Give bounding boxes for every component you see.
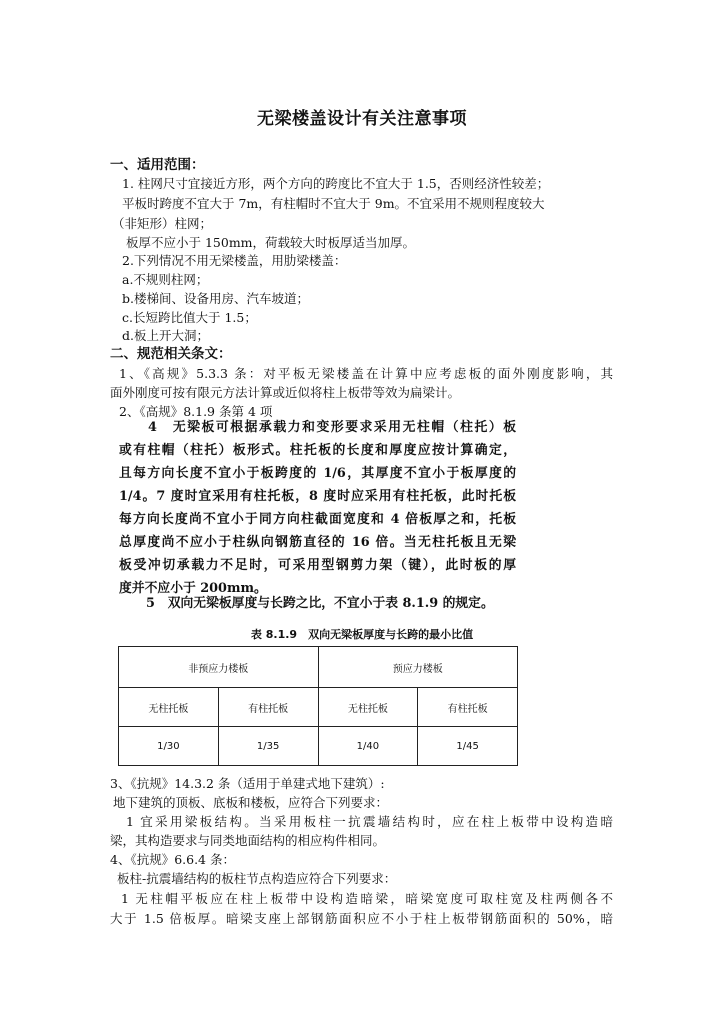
s1-list-item-c: c.长短跨比值大于 1.5； xyxy=(122,310,257,325)
clause4-line1: 4 无梁板可根据承载力和变形要求采用无柱帽（柱托）板 xyxy=(148,420,516,435)
table-caption: 表 8.1.9 双向无梁板厚度与长跨的最小比值 xyxy=(250,628,474,641)
s1-list-item-a: a.不规则柱网； xyxy=(122,272,209,287)
section1-heading: 一、适用范围： xyxy=(110,157,205,173)
s1-item1-line2: 平板时跨度不宜大于 7m，有柱帽时不宜大于 9m。不宜采用不规则程度较大 xyxy=(122,196,545,211)
table-header-cell: 有柱托板 xyxy=(418,688,518,727)
clause4-line2: 或有柱帽（柱托）板形式。柱托板的长度和厚度应按计算确定， xyxy=(119,443,516,458)
table-value-cell: 1/40 xyxy=(318,727,418,766)
clause4-line8: 度并不应小于 200mm。 xyxy=(119,581,267,596)
table-group-nonprestressed: 非预应力楼板 xyxy=(119,647,319,688)
s3-item1-line1: 1 宜采用梁板结构。当采用板柱一抗震墙结构时，应在柱上板带中设构造暗 xyxy=(126,814,613,829)
s3-item1-line2: 梁，其构造要求与同类地面结构的相应构件相同。 xyxy=(110,833,386,848)
s3-item2-line1: 1 无柱帽平板应在柱上板带中设构造暗梁，暗梁宽度可取柱宽及柱两侧各不 xyxy=(121,891,613,906)
clause4-line5: 每方向长度尚不宜小于同方向柱截面宽度和 4 倍板厚之和，托板 xyxy=(119,512,516,527)
s2-ref2: 2、《高规》8.1.9 条第 4 项 xyxy=(119,404,273,419)
table-value-cell: 1/30 xyxy=(119,727,219,766)
clause4-line7: 板受冲切承载力不足时，可采用型钢剪力架（键），此时板的厚 xyxy=(119,558,516,573)
s1-thickness: 板厚不应小于 150mm，荷载较大时板厚适当加厚。 xyxy=(126,235,416,250)
table-value-cell: 1/35 xyxy=(218,727,318,766)
s2-ref1-line2: 面外刚度可按有限元方法计算或近似将柱上板带等效为扁梁计。 xyxy=(110,385,461,400)
s1-list-item-d: d.板上开大洞； xyxy=(122,328,209,343)
s3-intro: 地下建筑的顶板、底板和楼板，应符合下列要求： xyxy=(113,795,389,810)
s1-list-item-b: b.楼梯间、设备用房、汽车坡道； xyxy=(122,291,309,306)
s3-ref4: 4、《抗规》6.6.4 条： xyxy=(110,852,235,867)
clause5: 5 双向无梁板厚度与长跨之比，不宜小于表 8.1.9 的规定。 xyxy=(146,596,494,611)
clause4-line3: 且每方向长度不宜小于板跨度的 1/6，其厚度不宜小于板厚度的 xyxy=(119,466,516,481)
s3-item2-line2: 大于 1.5 倍板厚。暗梁支座上部钢筋面积应不小于柱上板带钢筋面积的 50%，暗 xyxy=(110,911,613,926)
section2-heading: 二、规范相关条文： xyxy=(110,346,232,362)
table-value-cell: 1/45 xyxy=(418,727,518,766)
document-title: 无梁楼盖设计有关注意事项 xyxy=(257,109,467,129)
s1-item1-line1: 1. 柱网尺寸宜接近方形，两个方向的跨度比不宜大于 1.5，否则经济性较差； xyxy=(122,176,550,191)
table-header-cell: 有柱托板 xyxy=(218,688,318,727)
table-group-prestressed: 预应力楼板 xyxy=(318,647,518,688)
table-header-cell: 无柱托板 xyxy=(318,688,418,727)
s2-ref1-line1: 1、《高规》5.3.3 条：对平板无梁楼盖在计算中应考虑板的面外刚度影响，其 xyxy=(119,366,613,381)
table-header-cell: 无柱托板 xyxy=(119,688,219,727)
clause4-line6: 总厚度尚不应小于柱纵向钢筋直径的 16 倍。当无柱托板且无梁 xyxy=(119,535,516,550)
s1-item2: 2.下列情况不用无梁楼盖，用肋梁楼盖： xyxy=(122,253,347,268)
s3-intro2: 板柱-抗震墙结构的板柱节点构造应符合下列要求： xyxy=(117,871,397,886)
clause4-line4: 1/4。7 度时宜采用有柱托板，8 度时应采用有柱托板，此时托板 xyxy=(119,489,516,504)
s3-ref3: 3、《抗规》14.3.2 条（适用于单建式地下建筑）: xyxy=(110,776,385,791)
ratio-table xyxy=(118,646,518,766)
s1-item1-line3: （非矩形）柱网； xyxy=(112,216,213,231)
